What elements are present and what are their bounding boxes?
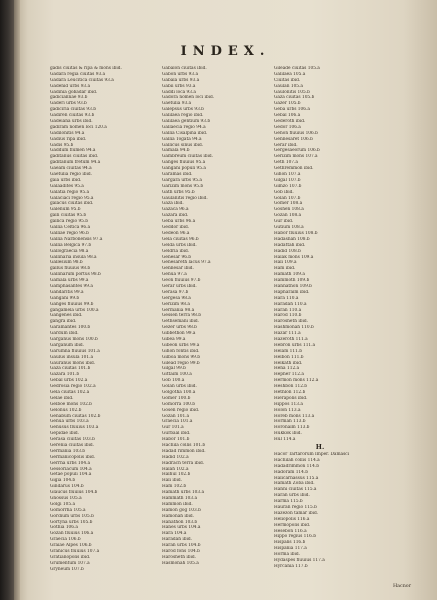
index-column-1 bbox=[50, 66, 142, 573]
index-entry: Hachila collis 101.b bbox=[162, 443, 206, 448]
index-entry: Gozan 101.a bbox=[162, 413, 190, 419]
index-entry: Horeb mons 113.a bbox=[274, 413, 315, 419]
index-entry: Garamantes 100.b bbox=[50, 325, 91, 331]
index-entry: Gethremmon ibid. bbox=[274, 166, 314, 172]
index-entry: Gepidae ibid. bbox=[50, 431, 79, 437]
index-entry: Gardum ibid. bbox=[50, 331, 79, 337]
index-entry: Genabum ciuitas 102.b bbox=[50, 413, 101, 419]
index-entry: Gadora nomen loci ibid. bbox=[162, 95, 215, 101]
index-entry: Gileade ciuitas 105.a bbox=[274, 66, 320, 71]
index-entry: Gothia 106.a bbox=[50, 525, 78, 531]
index-column-3 bbox=[274, 66, 366, 570]
index-entry: Hamath urbs 103.a bbox=[162, 490, 205, 496]
index-entry: Gabii urbs 93.a bbox=[162, 83, 196, 89]
index-entry: Gadilonitis 94.a bbox=[50, 130, 85, 136]
index-entry: Gazer 105.b bbox=[274, 101, 301, 107]
index-entry: Garamas ibid. bbox=[162, 172, 193, 178]
index-entry: Getae populi 104.a bbox=[50, 472, 92, 478]
index-entry: Gedor 106.a bbox=[274, 124, 301, 130]
index-entry: Helam 111.b bbox=[274, 348, 302, 354]
index-entry: Halicarnassus 115.a bbox=[274, 475, 319, 481]
index-entry: Ham 102.b bbox=[162, 484, 187, 490]
index-entry: Hacor Tartarorum Imper. Damasci bbox=[274, 452, 350, 457]
index-entry: Helbon 111.b bbox=[274, 354, 304, 360]
index-entry: Hermon mons 112.a bbox=[274, 378, 319, 384]
index-entry: Germania 98.a bbox=[162, 307, 195, 313]
index-entry: Gela ciuitas 96.b bbox=[162, 236, 199, 242]
index-entry: Geldria ibid. bbox=[162, 248, 190, 254]
index-entry: Hanes urbs 104.a bbox=[162, 525, 201, 531]
index-entry: Gaulonitis 105.b bbox=[274, 89, 310, 95]
index-entry: Galaciaci regio 95.a bbox=[50, 195, 94, 201]
index-entry: Hermopolis ibid. bbox=[274, 522, 311, 528]
index-entry: Germanicopolis ibid. bbox=[50, 454, 96, 460]
index-entry: Gallograecia 98.a bbox=[50, 248, 89, 254]
index-entry: Haradah 110.a bbox=[274, 301, 307, 307]
index-entry: Geddor ibid. bbox=[162, 225, 190, 231]
index-entry: Galliae regio 96.b bbox=[50, 230, 89, 236]
index-entry: Hadadrimmon 114.b bbox=[274, 463, 319, 469]
index-entry: Harosheth ibid. bbox=[274, 319, 308, 325]
index-entry: Harma 115.b bbox=[274, 499, 303, 505]
index-entry: Halah 102.a bbox=[162, 466, 189, 472]
index-entry: Gamala urbs 99.a bbox=[50, 278, 89, 284]
catchword: Hacnor bbox=[392, 584, 411, 589]
index-entry: Hazar 111.a bbox=[274, 331, 301, 337]
index-entry: Gallia Celtica 96.a bbox=[50, 225, 91, 231]
index-entry: gadiciannae 93.b bbox=[50, 95, 88, 101]
index-entry: Gallia Cisalpina ibid. bbox=[162, 130, 208, 136]
index-entry: Gazaca 96.a bbox=[162, 207, 189, 213]
index-entry: Gessoriacum 104.a bbox=[50, 466, 92, 472]
index-entry: Habor fluuius 108.b bbox=[274, 230, 318, 236]
index-entry: Genua 97.a bbox=[162, 272, 187, 278]
index-entry: Hierapolis ibid. bbox=[274, 395, 308, 401]
index-entry: Gaulanitis regio ibid. bbox=[162, 195, 208, 201]
index-entry: Gadinia gobadar ibid. bbox=[50, 89, 98, 95]
index-entry: gallus fluuius 98.b bbox=[50, 266, 91, 272]
index-column-2 bbox=[162, 66, 254, 567]
index-entry: Gedrosia regio 102.a bbox=[50, 384, 96, 390]
index-entry: Graecia 101.a bbox=[162, 419, 193, 425]
index-entry: Gargara urbs 95.a bbox=[162, 177, 202, 183]
index-entry: gaditanum fretum 94.a bbox=[50, 160, 101, 166]
index-entry: Gethsemani ibid. bbox=[162, 319, 199, 325]
index-entry: Gelda urbs ibid. bbox=[162, 242, 197, 248]
index-entry: Granicus fluuius 107.a bbox=[50, 549, 100, 555]
index-entry: Gaza ibid. bbox=[162, 201, 184, 207]
index-entry: Gauranus mons ibid. bbox=[50, 360, 96, 366]
index-entry: Gazara 101.b bbox=[50, 372, 80, 378]
index-entry: Gomorrha 105.a bbox=[50, 507, 86, 513]
index-entry: Germania 103.b bbox=[50, 448, 86, 454]
index-entry: Hena 112.a bbox=[274, 366, 300, 372]
index-entry: Harosheth ibid. bbox=[162, 554, 196, 560]
index-entry: Horma ibid. bbox=[274, 552, 301, 558]
index-entry: Graecia 106.b bbox=[50, 537, 81, 543]
index-entry: Harod fons 104.b bbox=[162, 549, 200, 555]
index-entry: Hamath 109.a bbox=[274, 272, 305, 278]
index-entry: Gur 101.a bbox=[162, 425, 184, 431]
index-entry: Gryneum 107.b bbox=[50, 566, 84, 572]
index-entry: Gerar ibid. bbox=[274, 142, 298, 148]
index-entry: Gabon urbs 93.a bbox=[162, 71, 199, 77]
index-entry: Helkath ibid. bbox=[274, 360, 303, 366]
index-entry: Gerasa 97.b bbox=[162, 289, 189, 295]
index-entry: Gindarus 104.b bbox=[50, 484, 84, 490]
index-entry: Gilead regio 99.b bbox=[162, 360, 200, 366]
index-entry: Gaeam ciuitas 94.a bbox=[50, 166, 92, 172]
index-entry: Gimzo 107.b bbox=[274, 183, 302, 189]
index-entry: Gennesaret 106.b bbox=[274, 136, 313, 142]
index-entry: Gerizim 98.a bbox=[162, 301, 190, 307]
index-entry: Hispania 117.a bbox=[274, 546, 307, 552]
index-entry: Gallinarum portus 98.b bbox=[50, 272, 101, 278]
index-entry: Gergesaeorum 106.b bbox=[274, 148, 320, 154]
index-entry: Halak mons 109.a bbox=[274, 254, 314, 260]
index-entry: Hanni ciuitas 115.a bbox=[274, 487, 317, 493]
index-entry: Haradah ibid. bbox=[162, 537, 192, 543]
index-entry: Gerar urbs ibid. bbox=[162, 283, 197, 289]
index-entry: galli ciuitas 95.b bbox=[50, 213, 87, 219]
index-entry: Garganus mons 100.b bbox=[50, 336, 98, 342]
index-entry: Gallicus sinus ibid. bbox=[162, 142, 204, 148]
index-entry: gadiram nomen loci 120.a bbox=[50, 124, 107, 130]
index-entry: Gadenid urbs 93.a bbox=[50, 83, 91, 89]
index-entry: Gilgal 99.b bbox=[162, 366, 186, 372]
index-entry: Gur ibid. bbox=[274, 219, 294, 225]
index-entry: Hethlon 112.b bbox=[274, 389, 306, 395]
index-entry: Hukkok ibid. bbox=[274, 431, 302, 437]
index-entry: Geba urbs 96.a bbox=[162, 219, 196, 225]
index-entry: Haran urbs ibid. bbox=[274, 493, 310, 499]
index-entry: Hepher 112.a bbox=[274, 372, 304, 378]
index-entry: Gallia Togata 94.a bbox=[162, 136, 202, 142]
index-entry: Gelonus 102.b bbox=[50, 407, 82, 413]
index-entry: Hadashah 108.b bbox=[274, 236, 310, 242]
index-entry: Gebal 106.a bbox=[274, 113, 301, 119]
index-entry: Hadoram 114.b bbox=[274, 469, 309, 475]
index-entry: Gadis 95.b bbox=[50, 142, 74, 148]
index-entry: Gaza ciuitas 101.b bbox=[50, 366, 91, 372]
index-entry: Gergesa 98.a bbox=[162, 295, 191, 301]
index-entry: Gortyna urbs 105.b bbox=[50, 519, 93, 525]
index-entry: Hadad rimmon ibid. bbox=[162, 448, 206, 454]
index-entry: Hamonah ibid. bbox=[162, 513, 195, 519]
index-entry: Gelboe mons 102.b bbox=[50, 401, 92, 407]
index-entry: Heshbon 112.b bbox=[274, 384, 308, 390]
index-entry: Galenum 95.b bbox=[50, 207, 81, 213]
index-entry: Hadrach terra ibid. bbox=[162, 460, 205, 466]
index-entry: Gibea 99.a bbox=[162, 336, 186, 342]
index-entry: Hammoth 109.b bbox=[274, 278, 310, 284]
index-entry: gaia urbs ibid. bbox=[50, 177, 82, 183]
index-entry: Genusus fluuius 103.a bbox=[50, 425, 99, 431]
index-entry: gangamela urbs 100.a bbox=[50, 307, 99, 313]
index-entry: Hauran regio 115.b bbox=[274, 505, 317, 511]
index-entry: gallica regio 95.b bbox=[50, 219, 89, 225]
index-entry: Geba urbs 106.a bbox=[274, 107, 310, 113]
index-entry: Gandaritis 99.a bbox=[50, 289, 84, 295]
index-entry: Gerizim mons 107.a bbox=[274, 154, 318, 160]
index-entry: Gob 100.a bbox=[162, 378, 185, 384]
index-entry: Hebron urbs 111.a bbox=[274, 342, 316, 348]
index-entry: Gosen regio ibid. bbox=[162, 407, 200, 413]
index-entry: Halhul 102.b bbox=[162, 472, 191, 478]
index-entry: Gallinaria insula 98.a bbox=[50, 254, 97, 260]
index-entry: Gazara ibid. bbox=[162, 213, 189, 219]
index-column-3-top bbox=[274, 66, 366, 443]
index-entry: Hyrcania 117.b bbox=[274, 563, 308, 569]
index-entry: Golgotha 100.a bbox=[162, 389, 196, 395]
index-entry: Gratianopolis ibid. bbox=[50, 554, 91, 560]
index-entry: Hali ibid. bbox=[162, 478, 183, 484]
index-entry: Gutium 108.a bbox=[274, 225, 304, 231]
index-entry: gaditanus ciuitas ibid. bbox=[50, 154, 99, 160]
index-entry: Hormah 113.b bbox=[274, 419, 306, 425]
index-entry: Ham ibid. bbox=[274, 266, 296, 272]
index-entry: Hadattah ibid. bbox=[274, 242, 306, 248]
index-entry: Hippo regius 116.b bbox=[274, 534, 316, 540]
index-entry: Gigia 104.b bbox=[50, 478, 76, 484]
index-entry: Genesareth lacus 97.a bbox=[162, 260, 211, 266]
index-entry: Gibbethon 99.a bbox=[162, 331, 196, 337]
index-entry: Gomorra 100.b bbox=[162, 401, 196, 407]
index-entry: Galatia regio 95.a bbox=[50, 189, 90, 195]
index-entry: Gerenia ciuitas ibid. bbox=[50, 443, 95, 448]
index-entry: Gilboa mons 99.b bbox=[162, 354, 201, 360]
index-entry: Gath urbs 95.b bbox=[162, 189, 195, 195]
index-entry: Gnossus 105.a bbox=[50, 496, 82, 502]
index-entry: Hydaspes fluuius 117.a bbox=[274, 558, 325, 564]
index-entry: Gaddi loca 93.a bbox=[162, 89, 196, 95]
index-entry: Gezer urbs 98.b bbox=[162, 325, 197, 331]
index-entry: Galaadites 95.a bbox=[50, 183, 84, 189]
index-entry: Gomer 108.a bbox=[274, 201, 303, 207]
index-entry: Gibeon urbs 99.a bbox=[162, 342, 200, 348]
index-entry: Hispalis 116.b bbox=[274, 540, 306, 546]
index-entry: Gaza ciuitas 105.b bbox=[274, 95, 315, 101]
index-entry: Holon 113.a bbox=[274, 407, 301, 413]
index-entry: Hanathon 103.b bbox=[162, 519, 198, 525]
index-entry: Genua urbs 103.a bbox=[50, 419, 89, 425]
index-entry: Gozan fluuius 106.a bbox=[50, 531, 94, 537]
index-entry: Ciuitas ibid. bbox=[274, 77, 301, 83]
index-entry: Gaulan 105.a bbox=[274, 83, 303, 89]
index-entry: Ganges fluuius 99.b bbox=[50, 301, 94, 307]
index-entry: Genesar 96.b bbox=[162, 254, 192, 260]
index-entry: Hamath Zoba ibid. bbox=[274, 481, 315, 487]
index-entry: Gederoth ibid. bbox=[274, 119, 306, 125]
index-entry: Golgi 105.a bbox=[50, 501, 76, 507]
index-entry: Golan urbs ibid. bbox=[162, 384, 197, 390]
page-title: INDEX. bbox=[180, 44, 271, 59]
index-entry: Gaetulia 93.a bbox=[162, 101, 192, 107]
index-entry: Gabala urbs 93.a bbox=[162, 77, 200, 83]
index-entry: Habor 101.b bbox=[162, 437, 190, 443]
index-entry: Gob ibid. bbox=[274, 189, 294, 195]
index-entry: Gelae ibid. bbox=[50, 395, 74, 401]
index-entry: Grumentum 107.a bbox=[50, 560, 90, 566]
index-entry: Hadid 108.b bbox=[274, 248, 301, 254]
index-entry: Hazeroth 111.a bbox=[274, 336, 308, 342]
index-entry: Harod 110.b bbox=[274, 313, 302, 319]
index-entry: Gadius ripa ibid. bbox=[50, 136, 87, 142]
index-entry: Gihon fontis ibid. bbox=[162, 348, 200, 354]
index-entry: Hara 104.a bbox=[162, 531, 187, 537]
index-entry: Hazezon tamar ibid. bbox=[274, 510, 319, 516]
index-entry: gadiciria ciuitas 93.b bbox=[50, 107, 96, 113]
index-entry: Gangani populi 95.a bbox=[162, 166, 206, 172]
index-entry: gadis ciuitas & ripa & mons ibid. bbox=[50, 66, 122, 71]
letter-heading: H. bbox=[315, 443, 325, 451]
index-entry: Hara 110.a bbox=[274, 295, 299, 301]
index-entry: Gilgal 107.b bbox=[274, 177, 301, 183]
index-entry: Gessen terra 98.b bbox=[162, 313, 201, 319]
book-spine bbox=[0, 0, 14, 600]
index-entry: Hapharaim ibid. bbox=[274, 289, 310, 295]
index-entry: Gallesium 98.b bbox=[50, 260, 83, 266]
index-page bbox=[14, 0, 437, 600]
index-entry: Gebal urbs 102.a bbox=[50, 378, 88, 384]
index-entry: Hippos 113.a bbox=[274, 401, 303, 407]
index-entry: Gadiren ciuitas 93.b bbox=[50, 113, 95, 119]
index-entry: Galilaea regio ibid. bbox=[162, 113, 204, 119]
index-entry: Gordium urbs 105.b bbox=[50, 513, 94, 519]
index-entry: Gangenes ibid. bbox=[50, 313, 83, 319]
index-entry: Garganum ibid. bbox=[50, 342, 84, 348]
index-entry: Gozan 108.a bbox=[274, 213, 302, 219]
index-entry: gangra ibid. bbox=[50, 319, 77, 325]
index-entry: Gaderi urbs 93.b bbox=[50, 101, 87, 107]
index-entry: Hashmonah 110.b bbox=[274, 325, 314, 331]
index-entry: Geon fluuius 97.b bbox=[162, 278, 201, 284]
index-entry: Hul 114.a bbox=[274, 437, 296, 443]
index-entry: Golan 107.b bbox=[274, 195, 301, 201]
index-entry: Garumna fluuius 101.a bbox=[50, 348, 100, 354]
index-entry: Gangani 99.b bbox=[50, 295, 80, 301]
index-entry: Heliopolis 116.a bbox=[274, 516, 310, 522]
index-entry: galacus ciuitas ibid. bbox=[50, 201, 94, 207]
index-entry: Gallia Narbonensis 97.a bbox=[50, 236, 103, 242]
index-entry: Gedeon 96.a bbox=[162, 230, 190, 236]
index-entry: Gaddum flumen 94.a bbox=[50, 148, 96, 154]
index-entry: Ganges fluuius 95.a bbox=[162, 160, 206, 166]
index-entry: Gallaecia regio 94.a bbox=[162, 124, 206, 130]
index-entry: Hasmonah 105.a bbox=[162, 560, 199, 566]
index-entry: Gamala 94.b bbox=[162, 148, 190, 154]
index-entry: Gela ciuitas 102.a bbox=[50, 389, 90, 395]
index-entry: Gadara regia ciuitas 93.a bbox=[50, 71, 106, 77]
index-entry: Horonaim 113.b bbox=[274, 425, 310, 431]
index-entry: Garizim mons 95.b bbox=[162, 183, 204, 189]
index-entry: Graiae Alpes 106.b bbox=[50, 543, 92, 549]
index-entry: Gihon 107.a bbox=[274, 172, 301, 178]
index-entry: Gamphasantes 99.a bbox=[50, 283, 93, 289]
index-entry: Hachilah collis 114.a bbox=[274, 457, 320, 463]
index-entry: Gerasa ciuitas 103.b bbox=[50, 437, 95, 443]
index-entry: Gabalon ciuitas ibid. bbox=[162, 66, 207, 71]
page-gutter-shadow bbox=[14, 0, 20, 600]
index-column-3-bottom bbox=[274, 452, 366, 570]
index-entry: Gambreum ciuitas ibid. bbox=[162, 154, 214, 160]
index-entry: Galilaea 105.a bbox=[274, 71, 306, 77]
index-entry: Hadid 102.a bbox=[162, 454, 189, 460]
index-entry: Goshen 108.a bbox=[274, 207, 304, 213]
index-entry: Gadara Leucitica ciuitas 93.a bbox=[50, 77, 114, 83]
index-entry: Hali 109.a bbox=[274, 260, 297, 266]
index-entry: Galepsus urbs 93.b bbox=[162, 107, 204, 113]
index-entry: Gerrha urbs 104.a bbox=[50, 460, 91, 466]
index-entry: Geth 107.a bbox=[274, 160, 298, 166]
index-entry: Galilaea gentium 93.b bbox=[162, 119, 211, 125]
index-entry: Hannathon 109.b bbox=[274, 283, 312, 289]
index-entry: Hesebon 116.a bbox=[274, 528, 307, 534]
index-entry: Hammon ibid. bbox=[162, 501, 193, 507]
index-entry: Gallia Belgica 97.b bbox=[50, 242, 92, 248]
index-entry: Gadeiana urbs ibid. bbox=[50, 119, 93, 125]
index-entry: Gittaim 100.a bbox=[162, 372, 192, 378]
index-entry: Haran urbs 104.b bbox=[162, 543, 201, 549]
index-entry: Glaucus fluuius 104.b bbox=[50, 490, 98, 496]
index-entry: Haran 110.a bbox=[274, 307, 302, 313]
index-entry: Hamon gog 103.b bbox=[162, 507, 201, 513]
index-entry: Gennesar ibid. bbox=[162, 266, 194, 272]
index-entry: Hammath 103.a bbox=[162, 496, 198, 502]
index-entry: Gaetulia regio ibid. bbox=[50, 172, 92, 178]
index-entry: Gurbaal ibid. bbox=[162, 431, 191, 437]
index-entry: Gehon fluuius 106.b bbox=[274, 130, 318, 136]
index-entry: Gaulus insula 101.a bbox=[50, 354, 94, 360]
index-entry: Gomer 100.b bbox=[162, 395, 191, 401]
